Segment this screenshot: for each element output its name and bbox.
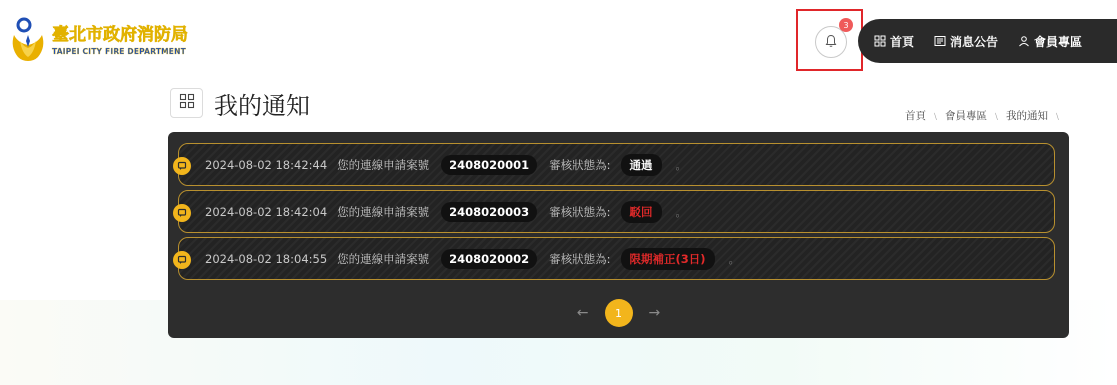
site-logo[interactable] <box>8 14 208 66</box>
nav-news-label: 消息公告 <box>950 34 999 49</box>
case-number: 2408020001 <box>441 155 537 175</box>
notification-message: 您的連線申請案號 <box>337 204 430 219</box>
status-badge: 駁回 <box>621 201 662 223</box>
breadcrumb-separator-icon: ﹨ <box>991 109 1002 122</box>
notification-panel <box>168 132 1069 338</box>
pagination <box>168 298 1069 328</box>
notification-suffix: 。 <box>728 252 740 266</box>
notification-row[interactable] <box>178 237 1055 280</box>
bell-icon <box>824 33 838 52</box>
next-page-arrow-icon[interactable]: → <box>648 305 661 321</box>
breadcrumb-member[interactable]: 會員專區 <box>945 109 987 122</box>
status-label: 審核狀態為: <box>549 204 611 219</box>
page-title: 我的通知 <box>214 92 310 120</box>
message-icon <box>173 251 191 269</box>
main-navbar <box>858 19 1117 63</box>
status-label: 審核狀態為: <box>549 157 611 172</box>
nav-home[interactable] <box>874 33 914 50</box>
notification-message: 您的連線申請案號 <box>337 251 430 266</box>
prev-page-arrow-icon[interactable]: ← <box>576 305 589 321</box>
news-icon <box>934 35 946 47</box>
notification-time: 2024-08-02 18:42:44 <box>205 157 328 172</box>
notification-count-badge: 3 <box>839 18 853 32</box>
nav-news[interactable] <box>934 33 998 50</box>
case-number: 2408020002 <box>441 249 537 269</box>
grid-icon <box>179 93 195 113</box>
breadcrumb <box>905 107 1067 123</box>
logo-title-zh: 臺北市政府消防局 <box>52 24 188 45</box>
notification-time: 2024-08-02 18:42:04 <box>205 204 328 219</box>
nav-home-label: 首頁 <box>890 34 915 49</box>
status-badge: 通過 <box>621 154 662 176</box>
logo-title-en: TAIPEI CITY FIRE DEPARTMENT <box>52 46 186 56</box>
breadcrumb-separator-icon: ﹨ <box>930 109 941 122</box>
notification-row[interactable] <box>178 190 1055 233</box>
fire-department-emblem-icon <box>8 17 48 63</box>
notification-suffix: 。 <box>675 205 687 219</box>
breadcrumb-home[interactable]: 首頁 <box>905 109 926 122</box>
notification-time: 2024-08-02 18:04:55 <box>205 251 328 266</box>
grid-icon <box>874 35 886 47</box>
nav-member[interactable] <box>1018 33 1082 50</box>
message-icon <box>173 204 191 222</box>
notification-message: 您的連線申請案號 <box>337 157 430 172</box>
breadcrumb-separator-icon: ﹨ <box>1052 109 1063 122</box>
page-number-current[interactable]: 1 <box>605 299 633 327</box>
case-number: 2408020003 <box>441 202 537 222</box>
notification-row[interactable] <box>178 143 1055 186</box>
status-label: 審核狀態為: <box>549 251 611 266</box>
page-title-icon <box>170 88 203 118</box>
breadcrumb-current: 我的通知 <box>1006 109 1048 122</box>
message-icon <box>173 157 191 175</box>
nav-member-label: 會員專區 <box>1034 34 1083 49</box>
notification-suffix: 。 <box>675 158 687 172</box>
user-icon <box>1018 35 1030 47</box>
status-badge: 限期補正(3日) <box>621 248 715 270</box>
